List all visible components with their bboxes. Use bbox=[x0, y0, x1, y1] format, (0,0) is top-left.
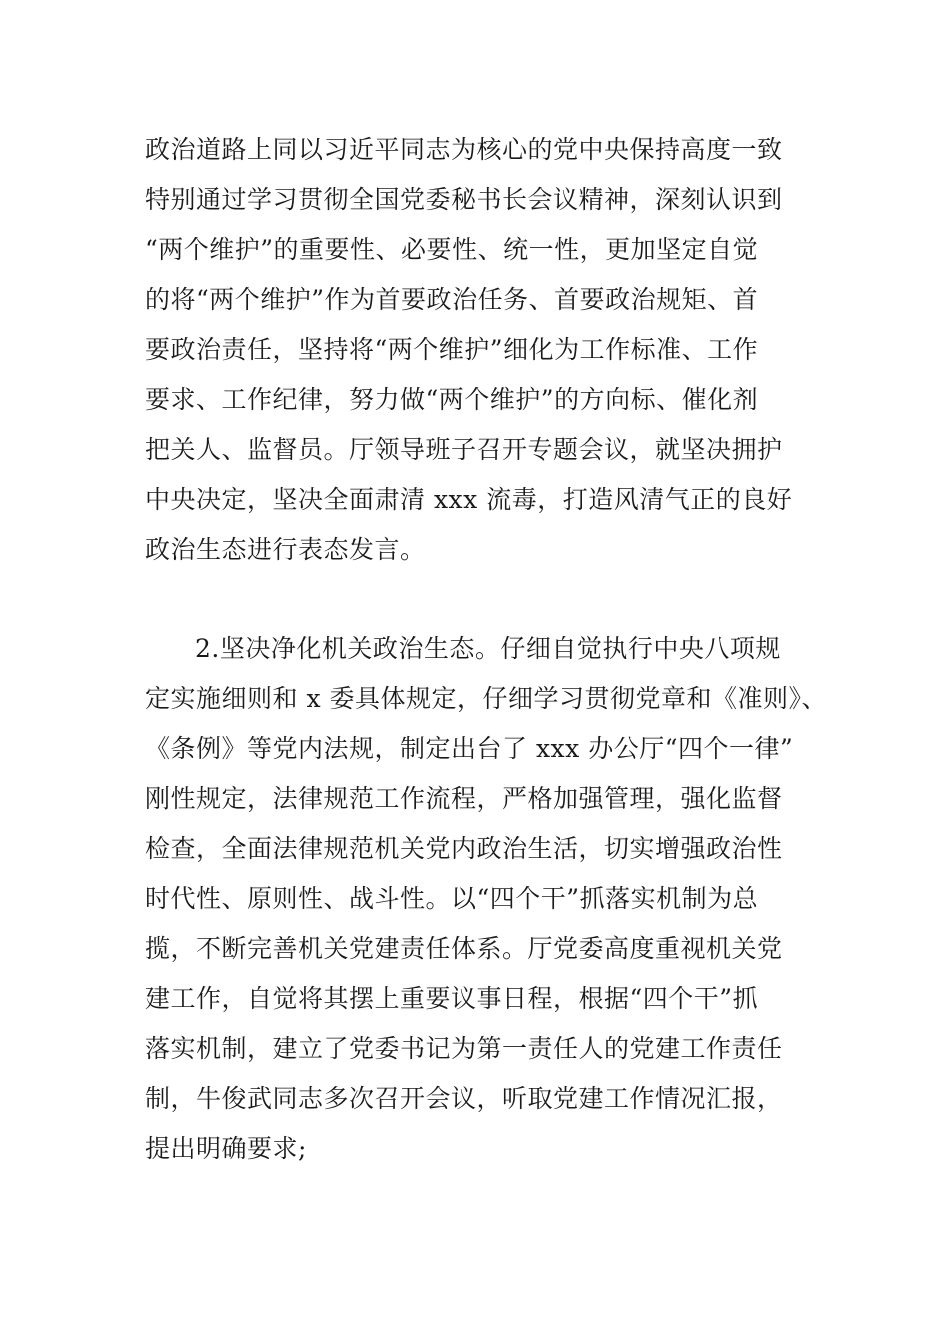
text-line: 建工作，自觉将其摆上重要议事日程，根据“四个干”抓 bbox=[145, 984, 759, 1013]
text-line: 制，牛俊武同志多次召开会议，听取党建工作情况汇报， bbox=[145, 1084, 783, 1113]
text-line: 把关人、监督员。厅领导班子召开专题会议，就坚决拥护 bbox=[145, 435, 783, 464]
text-line: 刚性规定，法律规范工作流程，严格加强管理，强化监督 bbox=[145, 784, 783, 813]
text-line-first-indented: 2.坚决净化机关政治生态。仔细自觉执行中央八项规 bbox=[195, 634, 781, 663]
text-line: 特别通过学习贯彻全国党委秘书长会议精神，深刻认识到 bbox=[145, 185, 783, 214]
paragraph-1 bbox=[145, 125, 845, 575]
text-line: 要求、工作纪律，努力做“两个维护”的方向标、催化剂 bbox=[145, 385, 759, 414]
text-line: 政治道路上同以习近平同志为核心的党中央保持高度一致 bbox=[145, 135, 783, 164]
text-line: 政治生态进行表态发言。 bbox=[145, 535, 426, 564]
text-line: 定实施细则和 x 委具体规定，仔细学习贯彻党章和《准则》、 bbox=[145, 684, 827, 713]
paragraph-2 bbox=[145, 624, 845, 1174]
text-line: 时代性、原则性、战斗性。以“四个干”抓落实机制为总 bbox=[145, 884, 759, 913]
text-line: “两个维护”的重要性、必要性、统一性，更加坚定自觉 bbox=[145, 235, 759, 264]
text-line: 揽，不断完善机关党建责任体系。厅党委高度重视机关党 bbox=[145, 934, 783, 963]
text-line: 提出明确要求; bbox=[145, 1134, 307, 1163]
text-line: 《条例》等党内法规，制定出台了 xxx 办公厅“四个一律” bbox=[145, 734, 794, 763]
text-line: 检查，全面法律规范机关党内政治生活，切实增强政治性 bbox=[145, 834, 783, 863]
text-line: 落实机制，建立了党委书记为第一责任人的党建工作责任 bbox=[145, 1034, 783, 1063]
text-line: 的将“两个维护”作为首要政治任务、首要政治规矩、首 bbox=[145, 285, 759, 314]
text-line: 要政治责任，坚持将“两个维护”细化为工作标准、工作 bbox=[145, 335, 759, 364]
text-line: 中央决定，坚决全面肃清 xxx 流毒，打造风清气正的良好 bbox=[145, 485, 793, 514]
